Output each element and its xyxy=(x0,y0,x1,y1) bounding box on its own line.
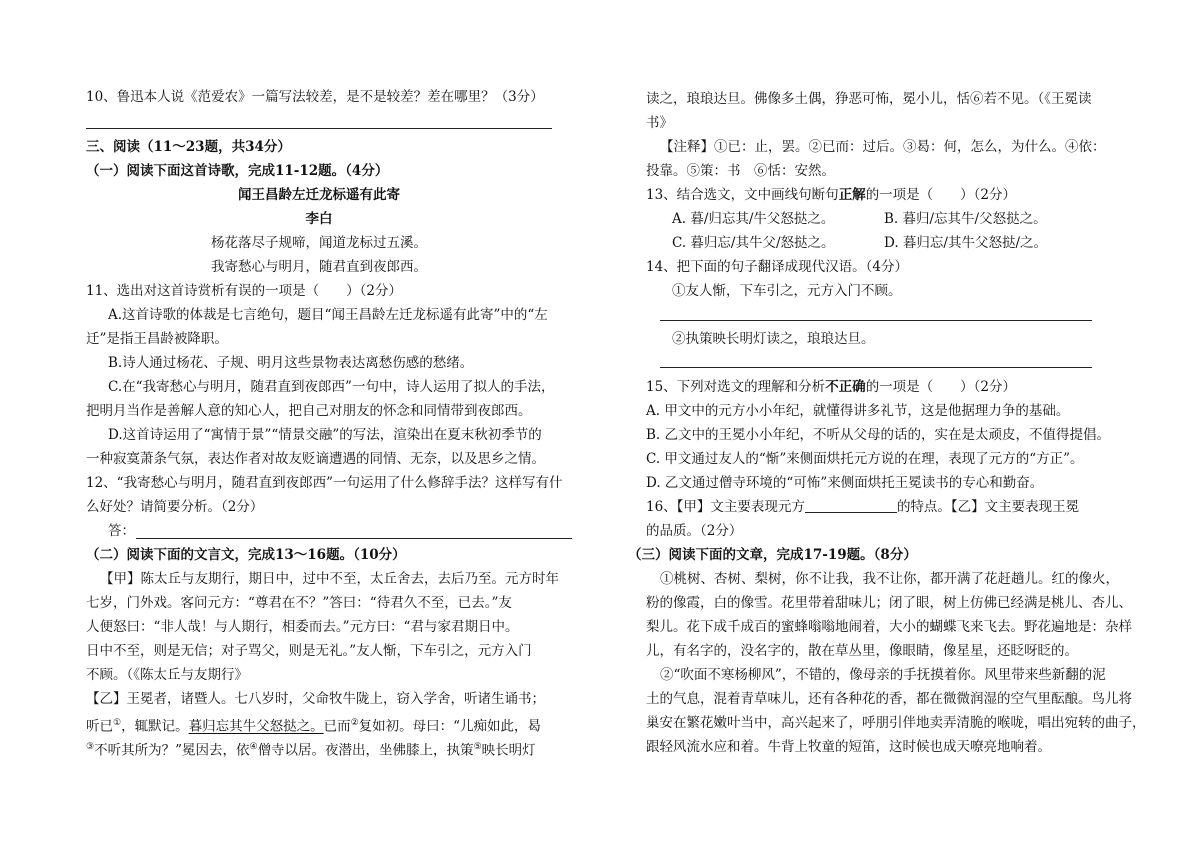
passage-jia: 不顾。（《陈太丘与友期行》 xyxy=(86,667,248,683)
poem-line: 杨花落尽子规啼，闻道龙标过五溪。 xyxy=(211,235,427,251)
option-c-cont: 把明月当作是善解人意的知心人，把自己对朋友的怀念和同情带到夜郎西。 xyxy=(86,403,532,419)
option-b: B.诗人通过杨花、子规、明月这些景物表达离愁伤感的愁绪。 xyxy=(108,355,474,371)
option-c: C. 甲文通过友人的“惭”来侧面烘托元方说的在理，表现了元方的“方正”。 xyxy=(646,451,1084,467)
passage-jia: 【甲】陈太丘与友期行，期日中，过中不至，太丘舍去，去后乃至。元方时年 xyxy=(100,571,559,587)
passage-jia: 七岁，门外戏。客问元方：“尊君在不？”答曰：“待君久不至，已去。”友 xyxy=(86,595,512,611)
option-d-cont: 一种寂寞萧条气氛，表达作者对故友贬谪遭遇的同情、无奈，以及思乡之情。 xyxy=(86,451,545,467)
passage-yi: 【乙】王冕者，诸暨人。七八岁时，父命牧牛陇上，窃入学舍，听诸生诵书； xyxy=(86,691,545,707)
emphasis: 正解 xyxy=(838,187,866,203)
sentence-1: ①友人惭，下车引之，元方入门不顾。 xyxy=(672,283,902,299)
passage-paragraph: ②“吹面不寒杨柳风”，不错的，像母亲的手抚摸着你。风里带来些新翻的泥 xyxy=(660,667,1106,683)
poem-title: 闻王昌龄左迁龙标遥有此寄 xyxy=(238,187,400,203)
part-1-heading: （一）阅读下面这首诗歌，完成11-12题。（4分） xyxy=(86,163,389,179)
passage-paragraph: 粉的像霞，白的像雪。花里带着甜味儿；闭了眼，树上仿佛已经满是桃儿、杏儿、 xyxy=(646,595,1132,611)
passage-yi: 读之，琅琅达旦。佛像多土偶，狰恶可怖，冕小儿，恬⑥若不见。（《王冕读 xyxy=(646,91,1092,107)
underlined-sentence: 暮归忘其牛父怒挞之。 xyxy=(188,718,324,735)
question-12-cont: 么好处？请简要分析。（2分） xyxy=(86,499,264,515)
option-a: A.这首诗歌的体裁是七言绝句，题目“闻王昌龄左迁龙标遥有此寄”中的“左 xyxy=(108,307,548,323)
passage-paragraph: 儿，有名字的，没名字的，散在草丛里，像眼睛，像星星，还眨呀眨的。 xyxy=(646,643,1078,659)
passage-paragraph: ①桃树、杏树、梨树，你不让我，我不让你，都开满了花赶趟儿。红的像火， xyxy=(660,571,1119,587)
question-11: 11、选出对这首诗赏析有误的一项是（ ）（2分） xyxy=(86,283,403,299)
annotation-cont: 投靠。⑤策：书 ⑥恬：安然。 xyxy=(646,163,835,179)
fill-blank xyxy=(805,500,897,513)
passage-yi: ③不听其所为？”冕因去，依④僧寺以居。夜潜出，坐佛膝上，执策⑤映长明灯 xyxy=(86,742,536,759)
option-d: D.这首诗运用了“寓情于景”“情景交融”的写法，渲染出在夏末秋初季节的 xyxy=(108,427,542,443)
answer-label: 答： xyxy=(108,523,135,539)
passage-yi: 听已①，辄默记。暮归忘其牛父怒挞之。已而②复如初。母曰：“儿痴如此，曷 xyxy=(86,718,542,735)
answer-line xyxy=(660,320,1092,321)
sentence-2: ②执策映长明灯读之，琅琅达旦。 xyxy=(672,331,875,347)
passage-paragraph: 梨儿。花下成千成百的蜜蜂嗡嗡地闹着，大小的蝴蝶飞来飞去。野花遍地是：杂样 xyxy=(646,619,1132,635)
option-d: D. 暮归忘/其牛父怒挞/之。 xyxy=(884,235,1048,251)
question-12: 12、“我寄愁心与明月，随君直到夜郎西”一句运用了什么修辞手法？这样写有什 xyxy=(86,475,563,491)
option-c: C.在“我寄愁心与明月，随君直到夜郎西”一句中，诗人运用了拟人的手法， xyxy=(108,379,555,395)
question-16: 16、【甲】文主要表现元方 的特点。【乙】文主要表现王冕 xyxy=(646,499,1080,515)
answer-line xyxy=(86,128,552,129)
question-16-cont: 的品质。（2分） xyxy=(646,523,743,539)
option-b: B. 乙文中的王冕小小年纪，不听从父母的话的，实在是太顽皮，不值得提倡。 xyxy=(646,427,1111,443)
part-2-heading: （二）阅读下面的文言文，完成13～16题。（10分） xyxy=(86,547,406,563)
answer-line xyxy=(660,367,1092,368)
passage-paragraph: 土的气息，混着青草味儿，还有各种花的香，都在微微润湿的空气里酝酿。鸟儿将 xyxy=(646,691,1132,707)
option-c: C. 暮归忘/其牛父/怒挞之。 xyxy=(672,235,835,251)
option-d: D. 乙文通过僧寺环境的“可怖”来侧面烘托王冕读书的专心和勤奋。 xyxy=(646,475,1044,491)
poem-line: 我寄愁心与明月，随君直到夜郎西。 xyxy=(211,259,427,275)
section-3-heading: 三、阅读（11～23题，共34分） xyxy=(86,139,291,155)
answer-line xyxy=(136,538,572,539)
option-a-cont: 迁”是指王昌龄被降职。 xyxy=(86,331,228,347)
passage-paragraph: 巢安在繁花嫩叶当中，高兴起来了，呼朋引伴地卖弄清脆的喉咙，唱出宛转的曲子， xyxy=(646,715,1146,731)
option-a: A. 暮/归忘其/牛父怒挞之。 xyxy=(672,211,835,227)
question-10: 10、鲁迅本人说《范爱农》一篇写法较差，是不是较差？差在哪里？（3分） xyxy=(86,89,544,105)
question-15: 15、下列对选文的理解和分析不正确的一项是（ ）（2分） xyxy=(646,379,1017,395)
passage-jia: 人便怒曰：“非人哉！与人期行，相委而去。”元方曰：“君与家君期日中。 xyxy=(86,619,519,635)
option-b: B. 暮归/忘其牛/父怒挞之。 xyxy=(884,211,1047,227)
question-13: 13、结合选文，文中画线句断句正解的一项是（ ）（2分） xyxy=(646,187,1017,203)
option-a: A. 甲文中的元方小小年纪，就懂得讲多礼节，这是他据理力争的基础。 xyxy=(646,403,1070,419)
passage-jia: 日中不至，则是无信；对子骂父，则是无礼。”友人惭，下车引之，元方入门 xyxy=(86,643,532,659)
annotation: 【注释】①已：止，罢。②已而：过后。③曷：何，怎么，为什么。④依： xyxy=(660,139,1106,155)
question-14: 14、把下面的句子翻译成现代汉语。（4分） xyxy=(646,259,909,275)
poem-author: 李白 xyxy=(305,211,333,227)
passage-paragraph: 跟轻风流水应和着。牛背上牧童的短笛，这时候也成天嘹亮地响着。 xyxy=(646,739,1051,755)
passage-yi: 书》 xyxy=(646,115,673,131)
part-3-heading: （三）阅读下面的文章，完成17-19题。（8分） xyxy=(628,547,917,563)
